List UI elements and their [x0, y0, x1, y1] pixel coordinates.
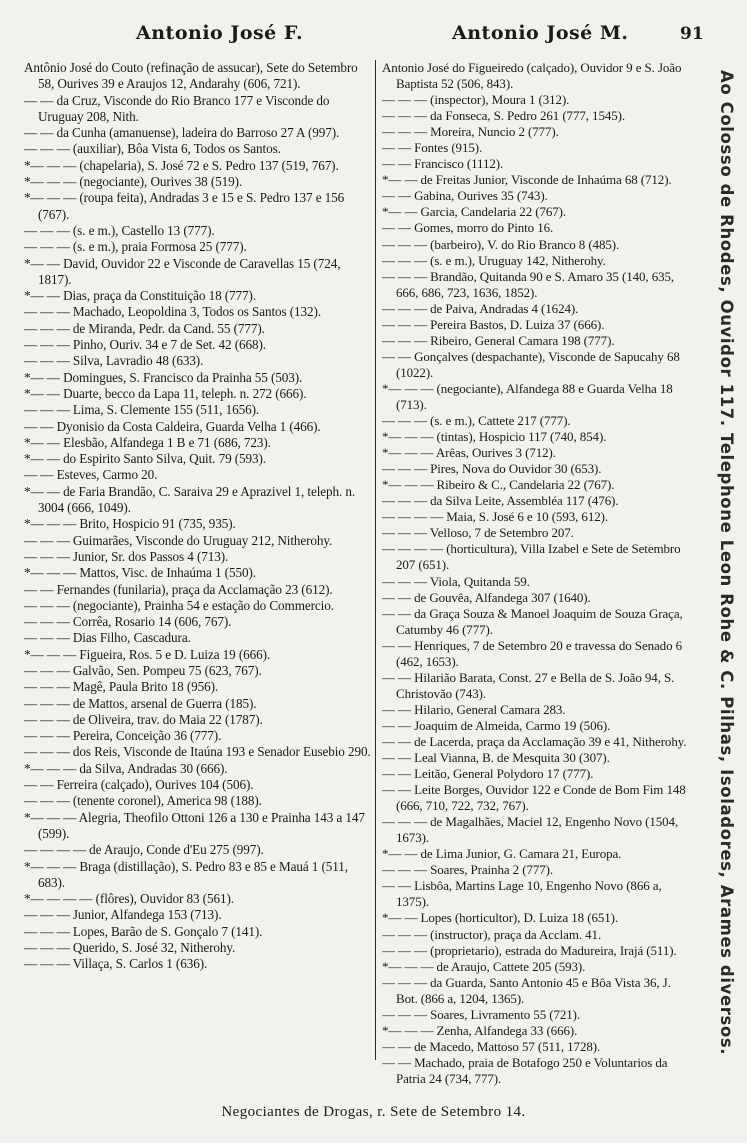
directory-entry: — — — de Mattos, arsenal de Guerra (185).	[24, 695, 257, 711]
page-header	[0, 0, 747, 56]
directory-entry: — — — Pinho, Ouriv. 34 e 7 de Set. 42 (668).	[24, 337, 266, 353]
directory-entry: *— — Elesbão, Alfandega 1 B e 71 (686, 723).	[24, 434, 271, 450]
directory-entry: — — — Querido, S. José 32, Nitherohy.	[24, 940, 236, 956]
directory-entry: — — — (tenente coronel), America 98 (188).	[24, 793, 262, 809]
directory-entry: — — — da Fonseca, S. Pedro 261 (777, 1545).	[382, 108, 626, 124]
directory-entry: — — Machado, praia de Botafogo 250 e Voluntarios da Patria 24 (734, 777).	[382, 1054, 668, 1086]
directory-entry: *— — — Figueira, Ros. 5 e D. Luiza 19 (666).	[24, 646, 271, 662]
directory-entry: *— — — Alegria, Theofilo Ottoni 126 a 130 e Prainha 143 a 147 (599).	[24, 809, 365, 841]
directory-entry: *— — — (chapelaria), S. José 72 e S. Pedro 137 (519, 767).	[24, 157, 339, 173]
directory-entry: — — Esteves, Carmo 20.	[24, 467, 158, 483]
directory-entry: — — de Lacerda, praça da Acclamação 39 e 41, Nitherohy.	[382, 733, 687, 749]
directory-entry: — — — Lima, S. Clemente 155 (511, 1656).	[24, 402, 260, 418]
directory-entry: — — — Lopes, Barão de S. Gonçalo 7 (141).	[24, 923, 263, 939]
directory-entry: — — — Silva, Lavradio 48 (633).	[24, 353, 204, 369]
directory-entry: — — Leite Borges, Ouvidor 122 e Conde de Bom Fim 148 (666, 710, 722, 732, 767).	[382, 782, 686, 814]
left-column	[24, 60, 372, 973]
directory-entry: — — Dyonisio da Costa Caldeira, Guarda Velha 1 (466).	[24, 418, 321, 434]
directory-entry: — — da Cruz, Visconde do Rio Branco 177 e Visconde do Uruguay 208, Nith.	[24, 92, 330, 124]
directory-entry: — — Gabina, Ourives 35 (743).	[382, 188, 548, 204]
directory-entry: *— — de Faria Brandão, C. Saraiva 29 e Aprazivel 1, teleph. n. 3004 (666, 1049).	[24, 483, 356, 516]
directory-entry: *— — — (tintas), Hospicio 117 (740, 854).	[382, 429, 607, 445]
directory-entry: — — — de Paiva, Andradas 4 (1624).	[382, 300, 579, 316]
directory-entry: — — — — (horticultura), Villa Izabel e Sete de Setembro 207 (651).	[382, 541, 681, 573]
directory-entry: *— — Dias, praça da Constituição 18 (777).	[24, 288, 257, 304]
directory-entry: — — — Corrêa, Rosario 14 (606, 767).	[24, 614, 232, 630]
directory-entry: *— — Duarte, becco da Lapa 11, teleph. n. 272 (666).	[24, 385, 307, 401]
page-footer: Negociantes de Drogas, r. Sete de Setembro 14.	[221, 1104, 526, 1120]
directory-entry: — — — dos Reis, Visconde de Itaúna 193 e Senador Eusebio 290.	[24, 744, 371, 760]
directory-entry: Antonio José do Figueiredo (calçado), Ouvidor 9 e S. João Baptista 52 (506, 843).	[382, 60, 682, 92]
directory-entry: — — Henriques, 7 de Setembro 20 e travessa do Senado 6 (462, 1653).	[382, 637, 683, 669]
directory-entry: — — — Machado, Leopoldina 3, Todos os Santos (132).	[24, 304, 322, 320]
directory-entry: *— — — — (flôres), Ouvidor 83 (561).	[24, 891, 234, 907]
directory-entry: — — de Gouvêa, Alfandega 307 (1640).	[382, 589, 591, 605]
directory-entry: — — Ferreira (calçado), Ourives 104 (506).	[24, 777, 254, 793]
directory-entry: — — — (instructor), praça da Acclam. 41.	[382, 926, 602, 942]
directory-entry: — — da Cunha (amanuense), ladeira do Barroso 27 A (997).	[24, 125, 340, 141]
directory-entry: — — Gonçalves (despachante), Visconde de Sapucahy 68 (1022).	[382, 348, 680, 380]
directory-entry: *— — Lopes (horticultor), D. Luiza 18 (651).	[382, 910, 619, 926]
directory-entry: — — — (auxiliar), Bôa Vista 6, Todos os Santos.	[24, 141, 281, 157]
directory-entry: *— — — Arêas, Ourives 3 (712).	[382, 445, 556, 461]
directory-entry: — — Leal Vianna, B. de Mesquita 30 (307).	[382, 750, 610, 766]
directory-entry: — — Fernandes (funilaria), praça da Acclamação 23 (612).	[24, 581, 333, 597]
directory-entry: — — — (inspector), Moura 1 (312).	[382, 92, 570, 108]
directory-entry: — — Francisco (1112).	[382, 156, 504, 172]
directory-entry: — — — — Maia, S. José 6 e 10 (593, 612).	[382, 509, 609, 525]
directory-entry: — — de Macedo, Mattoso 57 (511, 1728).	[382, 1038, 601, 1054]
side-advertisement-text: Ao Colosso de Rhodes, Ouvidor 117. Telephone Leon Rohe & C. Pilhas, Isoladores, Arames diversos.	[717, 70, 736, 1056]
directory-entry: *— — — da Silva, Andradas 30 (666).	[24, 760, 228, 776]
directory-entry: — — Lisbôa, Martins Lage 10, Engenho Novo (866 a, 1375).	[382, 878, 662, 910]
directory-entry: — — — — de Araujo, Conde d'Eu 275 (997).	[24, 842, 264, 858]
directory-entry: — — — Moreira, Nuncio 2 (777).	[382, 124, 559, 140]
directory-entry: *— — — Brito, Hospicio 91 (735, 935).	[24, 516, 236, 532]
directory-entry: — — — (s. e m.), praia Formosa 25 (777).	[24, 239, 247, 255]
directory-entry: — — — (s. e m.), Castello 13 (777).	[24, 222, 215, 238]
directory-entry: — — — Soares, Prainha 2 (777).	[382, 862, 554, 878]
directory-entry: — — — (proprietario), estrada do Madureira, Irajá (511).	[382, 942, 677, 958]
directory-entry: — — Fontes (915).	[382, 140, 483, 156]
directory-entry: — — Gomes, morro do Pinto 16.	[382, 220, 554, 236]
directory-entry: *— — — Ribeiro & C., Candelaria 22 (767).	[382, 477, 615, 493]
directory-entry: — — — Velloso, 7 de Setembro 207.	[382, 525, 574, 541]
directory-entry: — — Hilarião Barata, Const. 27 e Bella de S. João 94, S. Christovão (743).	[382, 669, 675, 701]
directory-entry: — — — de Miranda, Pedr. da Cand. 55 (777).	[24, 320, 265, 336]
directory-entry: — — — Pereira, Conceição 36 (777).	[24, 728, 222, 744]
directory-entry: — — — Junior, Alfandega 153 (713).	[24, 907, 222, 923]
running-head-right: Antonio José M.	[452, 22, 629, 44]
directory-entry: — — — da Silva Leite, Assembléa 117 (476).	[382, 493, 619, 509]
directory-entry: *— — — de Araujo, Cattete 205 (593).	[382, 958, 586, 974]
directory-entry: *— — do Espirito Santo Silva, Quit. 79 (593).	[24, 451, 267, 467]
directory-entry: — — — de Oliveira, trav. do Maia 22 (1787).	[24, 711, 263, 727]
directory-entry: — — — Galvão, Sen. Pompeu 75 (623, 767).	[24, 662, 262, 678]
page-number: 91	[680, 24, 704, 44]
directory-entry: — — — (negociante), Prainha 54 e estação do Commercio.	[24, 597, 334, 613]
column-divider	[375, 60, 376, 1060]
directory-entry: *— — Domingues, S. Francisco da Prainha 55 (503).	[24, 369, 303, 385]
directory-entry: *— — — (roupa feita), Andradas 3 e 15 e S. Pedro 137 e 156 (767).	[24, 190, 345, 222]
directory-entry: — — — de Magalhães, Maciel 12, Engenho Novo (1504, 1673).	[382, 814, 679, 846]
directory-entry: — — — Villaça, S. Carlos 1 (636).	[24, 956, 208, 972]
directory-entry: — — Leitão, General Polydoro 17 (777).	[382, 766, 594, 782]
directory-entry: — — — Magê, Paula Brito 18 (956).	[24, 679, 219, 695]
directory-entry: — — Joaquim de Almeida, Carmo 19 (506).	[382, 717, 611, 733]
directory-entry: *— — de Lima Junior, G. Camara 21, Europa.	[382, 846, 622, 862]
directory-entry: *— — Garcia, Candelaria 22 (767).	[382, 204, 567, 220]
directory-entry: *— — — (negociante), Alfandega 88 e Guarda Velha 18 (713).	[382, 380, 673, 412]
side-advertisement	[700, 70, 744, 1056]
running-head-left: Antonio José F.	[136, 22, 304, 44]
directory-entry: — — — Pereira Bastos, D. Luiza 37 (666).	[382, 316, 605, 332]
directory-entry: — — — Guimarães, Visconde do Uruguay 212, Nitherohy.	[24, 532, 333, 548]
directory-entry: — — — (s. e m.), Uruguay 142, Nitherohy.	[382, 252, 606, 268]
directory-entry: *— — — Mattos, Visc. de Inhaúma 1 (550).	[24, 565, 256, 581]
right-column	[382, 60, 692, 1087]
directory-entry: Antônio José do Couto (refinação de assucar), Sete do Setembro 58, Ourives 39 e Araujos 12, Andarahy (606, 721).	[24, 60, 358, 92]
directory-entry: — — — Junior, Sr. dos Passos 4 (713).	[24, 548, 229, 564]
directory-entry: — — — Brandão, Quitanda 90 e S. Amaro 35 (140, 635, 666, 686, 723, 1636, 1852).	[382, 268, 675, 300]
directory-entry: — — — (s. e m.), Cattete 217 (777).	[382, 413, 571, 429]
directory-entry: — — — Viola, Quitanda 59.	[382, 573, 530, 589]
directory-entry: — — — Ribeiro, General Camara 198 (777).	[382, 332, 615, 348]
directory-entry: *— — — (negociante), Ourives 38 (519).	[24, 174, 243, 190]
directory-entry: — — Hilario, General Camara 283.	[382, 701, 566, 717]
directory-entry: — — — Dias Filho, Cascadura.	[24, 630, 191, 646]
directory-entry: — — — da Guarda, Santo Antonio 45 e Bôa Vista 36, J. Bot. (866 a, 1204, 1365).	[382, 974, 671, 1006]
directory-entry: *— — — Braga (distillação), S. Pedro 83 e 85 e Mauá 1 (511, 683).	[24, 858, 348, 890]
directory-entry: *— — de Freitas Junior, Visconde de Inhaúma 68 (712).	[382, 172, 672, 188]
directory-entry: — — — (barbeiro), V. do Rio Branco 8 (485).	[382, 236, 620, 252]
directory-entry: — — da Graça Souza & Manoel Joaquim de Souza Graça, Catumby 46 (777).	[382, 605, 683, 637]
directory-entry: — — — Soares, Livramento 55 (721).	[382, 1006, 581, 1022]
directory-entry: — — — Pires, Nova do Ouvidor 30 (653).	[382, 461, 602, 477]
directory-entry: *— — David, Ouvidor 22 e Visconde de Caravellas 15 (724, 1817).	[24, 255, 341, 287]
directory-entry: *— — — Zenha, Alfandega 33 (666).	[382, 1022, 578, 1038]
